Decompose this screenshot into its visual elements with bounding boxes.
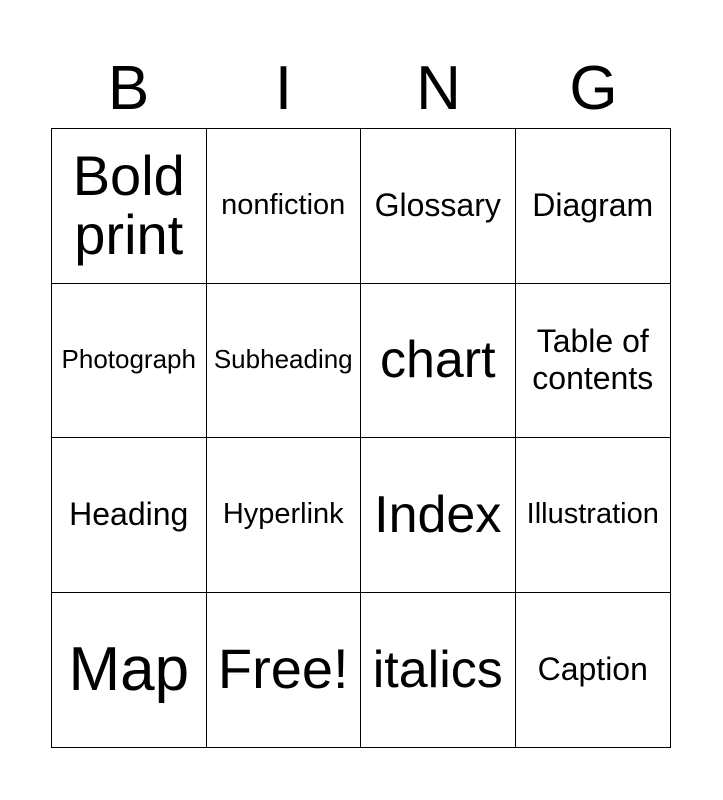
cell-text: Map — [68, 635, 190, 705]
bingo-cell[interactable] — [207, 129, 362, 284]
cell-text: italics — [372, 640, 503, 699]
cell-text: Heading — [69, 496, 189, 533]
bingo-header — [51, 50, 671, 128]
cell-text: Table of contents — [532, 323, 654, 397]
bingo-cell[interactable] — [52, 284, 207, 439]
cell-text: Hyperlink — [222, 498, 344, 531]
bingo-cell[interactable] — [516, 438, 671, 593]
header-letter-n: N — [416, 54, 461, 123]
bingo-cell[interactable] — [516, 284, 671, 439]
cell-text: Caption — [537, 651, 648, 688]
bingo-cell[interactable] — [207, 284, 362, 439]
cell-text: chart — [379, 331, 496, 390]
bingo-cell[interactable] — [516, 593, 671, 748]
cell-text: Photograph — [61, 344, 196, 375]
bingo-cell[interactable] — [52, 438, 207, 593]
cell-text: Bold print — [72, 143, 185, 266]
cell-text: Index — [374, 485, 502, 544]
cell-text: Glossary — [374, 187, 501, 224]
bingo-cell-free[interactable] — [207, 593, 362, 748]
bingo-cell[interactable] — [516, 129, 671, 284]
header-letter-g: G — [569, 54, 618, 123]
bingo-cell[interactable] — [361, 438, 516, 593]
bingo-cell[interactable] — [207, 438, 362, 593]
header-letter-b: B — [107, 54, 150, 123]
cell-text: Diagram — [532, 187, 654, 224]
bingo-cell[interactable] — [361, 593, 516, 748]
cell-text: Free! — [217, 637, 349, 701]
cell-text: Subheading — [213, 344, 353, 375]
bingo-cell[interactable] — [52, 593, 207, 748]
cell-text: nonfiction — [221, 189, 346, 222]
header-letter-i: I — [274, 54, 293, 123]
bingo-cell[interactable] — [52, 129, 207, 284]
bingo-board — [51, 128, 671, 748]
bingo-cell[interactable] — [361, 129, 516, 284]
bingo-cell[interactable] — [361, 284, 516, 439]
cell-text: Illustration — [526, 498, 659, 531]
